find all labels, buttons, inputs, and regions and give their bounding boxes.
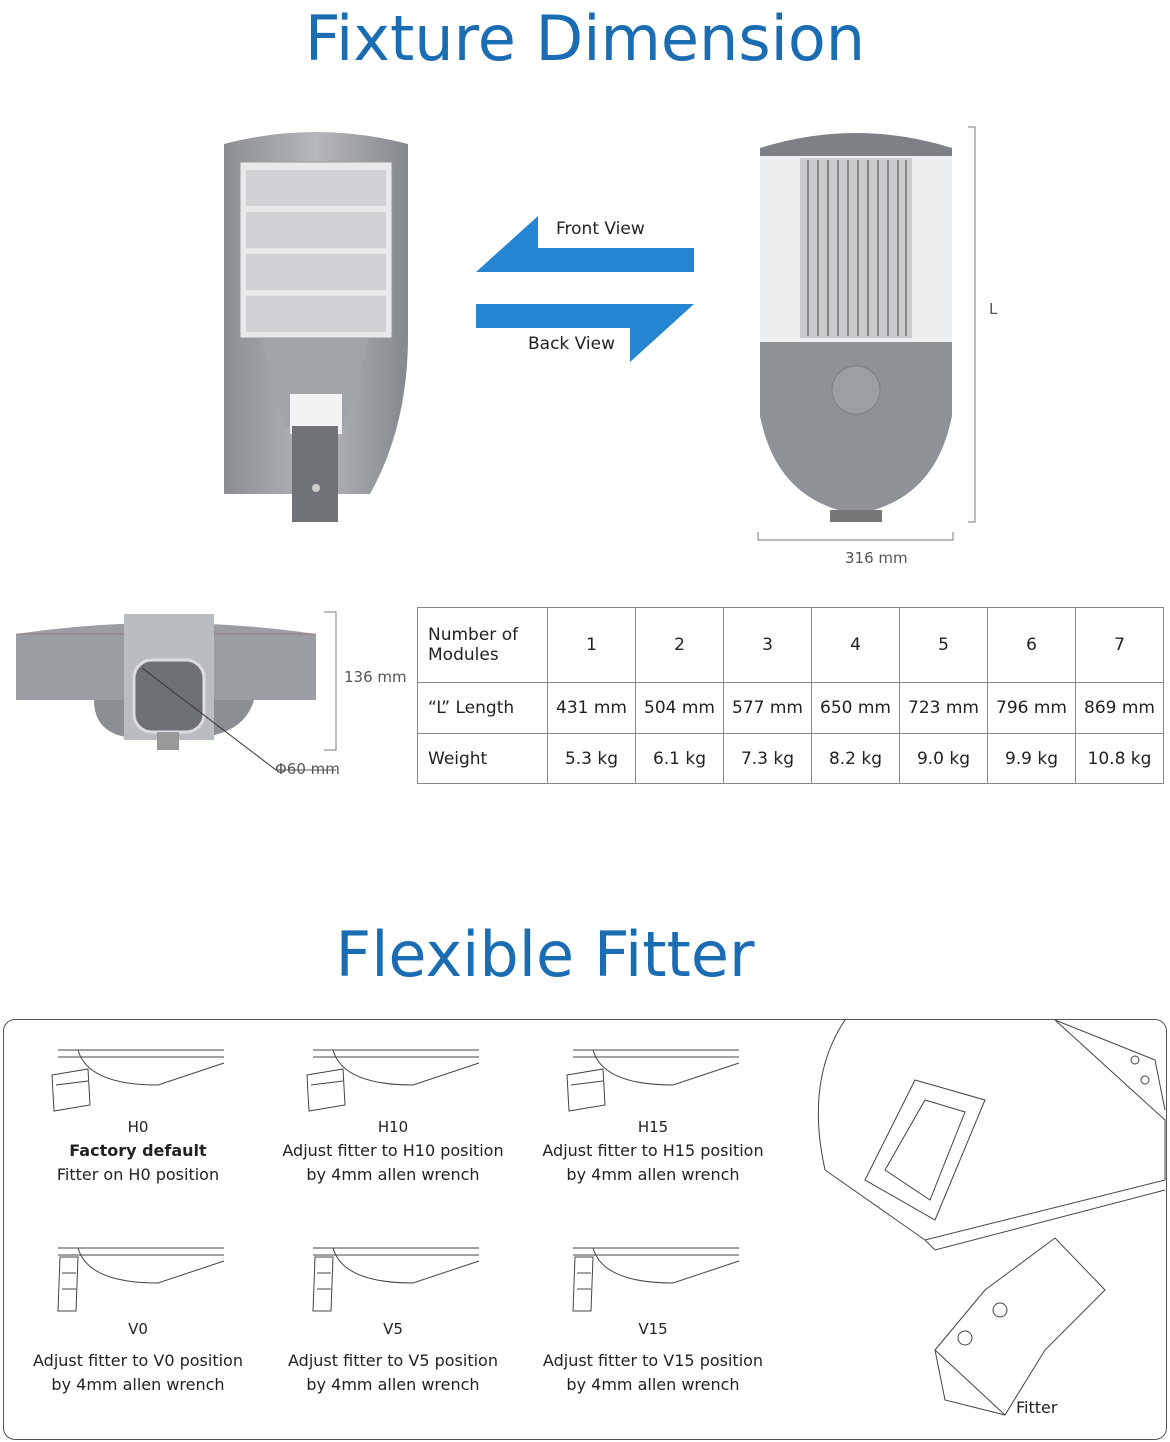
fitter-position-v15 [533,1243,773,1397]
fitter-position-h15 [533,1045,773,1187]
table-cell: 9.9 kg [988,734,1076,784]
fitter-position-drawing [303,1045,483,1115]
fitter-position-v5 [273,1243,513,1397]
side-view-image [14,610,339,780]
fitter-position-h0 [18,1045,258,1187]
fitter-position-v0 [18,1243,258,1397]
table-cell: 504 mm [636,683,724,734]
position-line2: by 4mm allen wrench [51,1375,225,1394]
table-header-cell: 2 [636,608,724,683]
table-cell: 5.3 kg [548,734,636,784]
position-line2: Fitter on H0 position [56,1165,220,1184]
back-view-image [756,126,956,524]
table-cell: 723 mm [900,683,988,734]
front-view-label: Front View [556,219,645,239]
fitter-position-drawing [303,1243,483,1313]
dimension-table [417,607,1164,784]
table-cell: 796 mm [988,683,1076,734]
front-view-image [220,126,412,524]
fitter-label: Fitter [1016,1398,1058,1417]
fitter-position-drawing [48,1243,228,1313]
position-code: V0 [128,1320,148,1338]
table-cell: 7.3 kg [724,734,812,784]
diameter-label: Φ60 mm [275,760,340,778]
position-line2: by 4mm allen wrench [306,1165,480,1184]
table-row [418,734,1164,784]
table-header-row [418,608,1164,683]
fitter-position-h10 [273,1045,513,1187]
fitter-position-drawing [563,1243,743,1313]
length-label: L [989,300,998,318]
position-code: H15 [637,1118,669,1136]
position-line1: Adjust fitter to H10 position [282,1141,504,1160]
position-line2: by 4mm allen wrench [566,1375,740,1394]
fitter-assembly-drawing [805,1020,1167,1420]
table-header-cell: 1 [548,608,636,683]
table-header-cell: Number of Modules [418,608,548,683]
position-code: V15 [638,1320,668,1338]
table-cell: 10.8 kg [1076,734,1164,784]
table-cell: 869 mm [1076,683,1164,734]
flexible-fitter-title: Flexible Fitter [335,918,755,991]
height-label: 136 mm [344,668,407,686]
table-cell: Weight [418,734,548,784]
table-cell: “L” Length [418,683,548,734]
position-line1: Adjust fitter to V15 position [542,1351,764,1370]
position-code: H0 [127,1118,149,1136]
position-line2: by 4mm allen wrench [306,1375,480,1394]
position-line1: Adjust fitter to H15 position [542,1141,764,1160]
table-cell: 650 mm [812,683,900,734]
position-line2: by 4mm allen wrench [566,1165,740,1184]
fitter-position-drawing [48,1045,228,1115]
position-line1: Adjust fitter to V5 position [288,1351,498,1370]
table-header-cell: 6 [988,608,1076,683]
table-cell: 577 mm [724,683,812,734]
table-cell: 431 mm [548,683,636,734]
position-line1: Adjust fitter to V0 position [33,1351,243,1370]
position-code: H10 [377,1118,409,1136]
width-label: 316 mm [845,549,908,567]
fixture-dimension-title: Fixture Dimension [304,2,866,75]
table-cell: 8.2 kg [812,734,900,784]
fitter-position-drawing [563,1045,743,1115]
table-cell: 9.0 kg [900,734,988,784]
position-line1: Factory default [69,1141,207,1160]
position-code: V5 [383,1320,403,1338]
back-view-label: Back View [528,334,616,354]
table-header-cell: 4 [812,608,900,683]
length-dimension-line [960,126,980,526]
width-dimension-line [756,530,956,544]
table-header-cell: 5 [900,608,988,683]
table-cell: 6.1 kg [636,734,724,784]
table-row [418,683,1164,734]
table-header-cell: 3 [724,608,812,683]
table-header-cell: 7 [1076,608,1164,683]
